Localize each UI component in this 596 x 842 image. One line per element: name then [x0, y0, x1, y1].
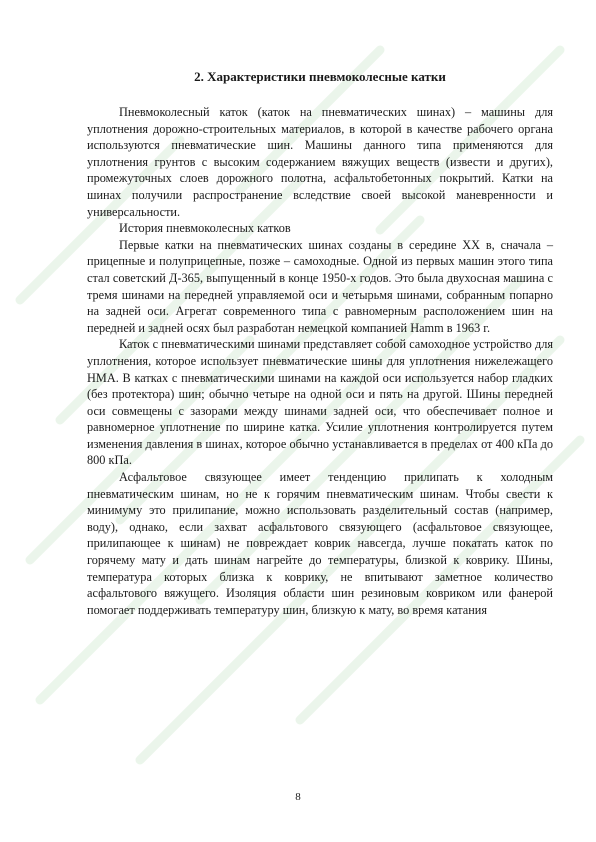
paragraph-binder: Асфальтовое связующее имеет тенденцию прилипать к холодным пневматическим шинам, но не к горячим пневматическим шинам. Чтобы свести к минимуму это прилипание, можно использовать разделительный состав (например, воду), однако, если захват асфальтового связующего (асфальтовое связующее, прилипающее к шинам) не повреждает коврик навсегда, лучше покатать каток по горячему мату и дать шинам нагрейте до температуры, близкой к коврику. Шины, температура которых близка к коврику, не впитывают заметное количество асфальтового вяжущего. Изоляция области шин резиновым ковриком или фанерой помогает поддерживать температуру шин, близкую к мату, во время катания: [87, 470, 553, 617]
section-heading: 2. Характеристики пневмоколесные катки: [194, 69, 446, 84]
page-number: 8: [295, 791, 301, 803]
paragraph-subheading-history: История пневмоколесных катков: [119, 221, 291, 236]
document-body: [87, 68, 553, 618]
paragraph-intro: Пневмоколесный каток (каток на пневматических шинах) – машины для уплотнения дорожно-строительных материалов, в которой в качестве рабочего органа используются пневматические шин. Машины данного типа применяются для уплотнения грунтов с высоким содержанием вяжущих веществ (извести и других), промежуточных слоев дорожного полотна, асфальтобетонных покрытий. Катки на шинах получили распространение вследствие своей высокой маневренности и универсальности.: [87, 105, 553, 219]
paragraph-design: Каток с пневматическими шинами представляет собой самоходное устройство для уплотнения, которое использует пневматические шины для уплотнения нижележащего НМА. В катках с пневматическими шинами на каждой оси используется набор гладких (без протектора) шин; обычно четыре на одной оси и пять на другой. Шины передней оси совмещены с зазорами между шинами задней оси, что обеспечивает полное и равномерное уплотнение по ширине катка. Усилие уплотнения контролируется путем изменения давления в шинах, которое обычно устанавливается в пределах от 400 кПа до 800 кПа.: [87, 337, 553, 468]
paragraph-history: Первые катки на пневматических шинах созданы в середине XX в, сначала – прицепные и полуприцепные, позже – самоходные. Одной из первых машин этого типа стал советский Д-365, выпущенный в конце 1950-х годов. Это была двухосная машина с тремя шинами на передней управляемой оси и четырьмя шинами, собранным попарно на задней оси. Агрегат современного типа с равномерным расположением шин на передней и задней осях был разработан немецкой компанией Hamm в 1963 г.: [87, 237, 553, 335]
